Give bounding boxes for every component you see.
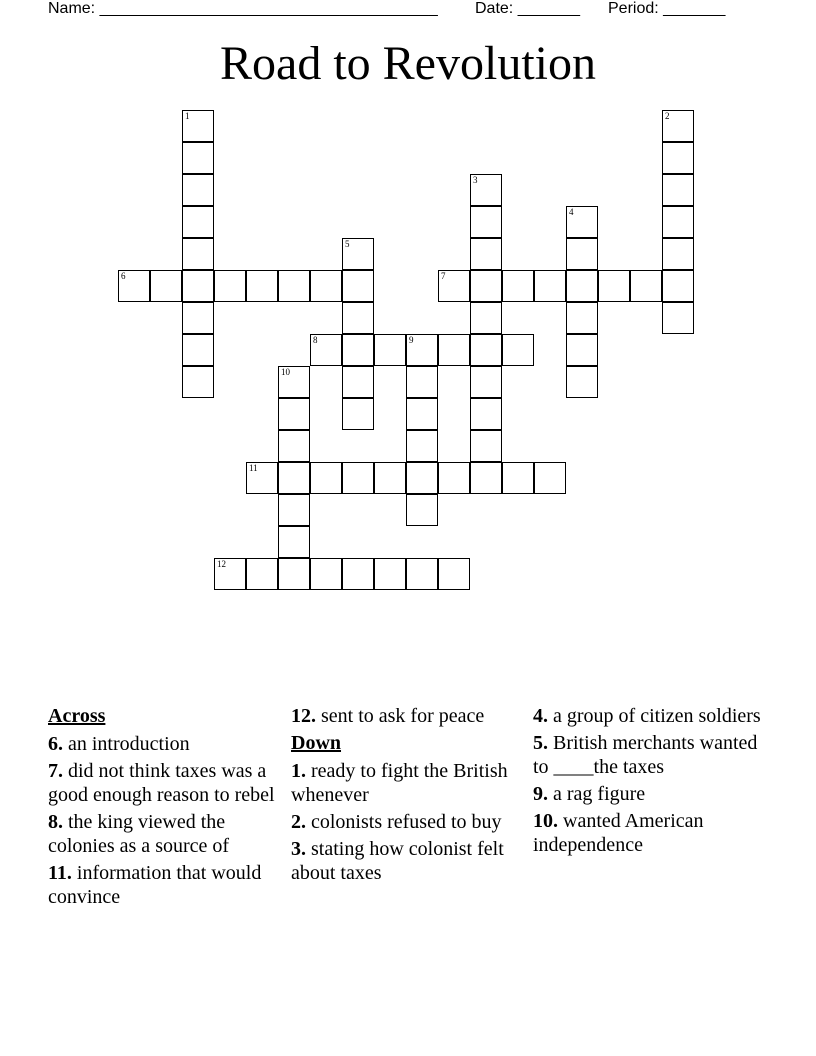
crossword-cell[interactable]: [662, 238, 694, 270]
crossword-cell[interactable]: [566, 270, 598, 302]
crossword-cell[interactable]: [406, 462, 438, 494]
crossword-cell[interactable]: [470, 206, 502, 238]
crossword-cell[interactable]: [278, 398, 310, 430]
clue-number-label: 5: [345, 239, 350, 249]
crossword-cell[interactable]: [662, 110, 694, 142]
crossword-cell[interactable]: [662, 174, 694, 206]
crossword-cell[interactable]: [438, 462, 470, 494]
crossword-cell[interactable]: [406, 398, 438, 430]
crossword-cell[interactable]: [214, 270, 246, 302]
crossword-cell[interactable]: [342, 398, 374, 430]
name-label: Name: ______________________________________: [48, 0, 438, 17]
crossword-cell[interactable]: [470, 302, 502, 334]
clue-column-2: [291, 704, 513, 888]
clue-number-label: 12: [217, 559, 226, 569]
crossword-cell[interactable]: [278, 558, 310, 590]
crossword-cell[interactable]: [438, 270, 470, 302]
crossword-cell[interactable]: [566, 302, 598, 334]
crossword-cell[interactable]: [598, 270, 630, 302]
crossword-cell[interactable]: [182, 238, 214, 270]
crossword-cell[interactable]: [310, 462, 342, 494]
crossword-cell[interactable]: [502, 462, 534, 494]
clue-number-label: 4: [569, 207, 574, 217]
crossword-cell[interactable]: [502, 270, 534, 302]
crossword-cell[interactable]: [182, 110, 214, 142]
crossword-cell[interactable]: [278, 366, 310, 398]
clue-across-11: 11. information that would convince: [48, 862, 262, 908]
period-label: Period: _______: [608, 0, 726, 17]
crossword-cell[interactable]: [214, 558, 246, 590]
crossword-cell[interactable]: [182, 206, 214, 238]
crossword-cell[interactable]: [342, 270, 374, 302]
crossword-cell[interactable]: [182, 302, 214, 334]
crossword-cell[interactable]: [534, 270, 566, 302]
clue-number-label: 6: [121, 271, 126, 281]
crossword-cell[interactable]: [566, 366, 598, 398]
crossword-cell[interactable]: [342, 238, 374, 270]
clue-across-8: 8. the king viewed the colonies as a source of: [48, 811, 230, 857]
crossword-cell[interactable]: [374, 558, 406, 590]
clue-number-label: 8: [313, 335, 318, 345]
crossword-cell[interactable]: [470, 398, 502, 430]
clue-number-label: 3: [473, 175, 478, 185]
crossword-cell[interactable]: [182, 270, 214, 302]
crossword-cell[interactable]: [374, 462, 406, 494]
crossword-cell[interactable]: [278, 430, 310, 462]
clue-down-2: 2. colonists refused to buy: [291, 811, 502, 833]
crossword-cell[interactable]: [502, 334, 534, 366]
crossword-cell[interactable]: [470, 366, 502, 398]
across-heading: Across: [48, 705, 106, 727]
clue-down-3: 3. stating how colonist felt about taxes: [291, 838, 504, 884]
clue-across-7: 7. did not think taxes was a good enough reason to rebel: [48, 760, 275, 806]
date-label: Date: _______: [475, 0, 580, 17]
crossword-cell[interactable]: [470, 462, 502, 494]
crossword-cell[interactable]: [342, 334, 374, 366]
crossword-cell[interactable]: [342, 302, 374, 334]
crossword-cell[interactable]: [406, 366, 438, 398]
crossword-cell[interactable]: [182, 142, 214, 174]
clue-number-label: 9: [409, 335, 414, 345]
crossword-cell[interactable]: [662, 206, 694, 238]
crossword-cell[interactable]: [150, 270, 182, 302]
clue-across-6: 6. an introduction: [48, 733, 190, 755]
crossword-cell[interactable]: [246, 270, 278, 302]
crossword-cell[interactable]: [342, 366, 374, 398]
crossword-cell[interactable]: [342, 558, 374, 590]
crossword-cell[interactable]: [374, 334, 406, 366]
page-title: Road to Revolution: [220, 37, 596, 90]
crossword-cell[interactable]: [310, 558, 342, 590]
crossword-cell[interactable]: [278, 494, 310, 526]
crossword-cell[interactable]: [406, 334, 438, 366]
crossword-cell[interactable]: [406, 430, 438, 462]
clue-number-label: 1: [185, 111, 190, 121]
crossword-cell[interactable]: [470, 270, 502, 302]
crossword-cell[interactable]: [438, 334, 470, 366]
clue-column-1: [48, 704, 284, 912]
crossword-cell[interactable]: [246, 558, 278, 590]
crossword-cell[interactable]: [342, 462, 374, 494]
crossword-cell[interactable]: [182, 174, 214, 206]
crossword-cell[interactable]: [630, 270, 662, 302]
crossword-cell[interactable]: [310, 270, 342, 302]
crossword-cell[interactable]: [566, 334, 598, 366]
clue-number-label: 7: [441, 271, 446, 281]
clue-down-4: 4. a group of citizen soldiers: [533, 705, 761, 727]
crossword-cell[interactable]: [566, 238, 598, 270]
clue-number-label: 10: [281, 367, 290, 377]
clue-column-3: [533, 704, 763, 860]
crossword-cell[interactable]: [246, 462, 278, 494]
crossword-cell[interactable]: [470, 334, 502, 366]
crossword-cell[interactable]: [182, 334, 214, 366]
crossword-cell[interactable]: [406, 558, 438, 590]
crossword-cell[interactable]: [182, 366, 214, 398]
crossword-cell[interactable]: [470, 430, 502, 462]
clue-down-5: 5. British merchants wanted to ____the taxes: [533, 732, 758, 778]
crossword-cell[interactable]: [662, 142, 694, 174]
clue-number-label: 11: [249, 463, 258, 473]
crossword-cell[interactable]: [278, 526, 310, 558]
crossword-cell[interactable]: [566, 206, 598, 238]
clue-down-10: 10. wanted American independence: [533, 810, 704, 856]
crossword-cell[interactable]: [662, 302, 694, 334]
crossword-cell[interactable]: [438, 558, 470, 590]
crossword-cell[interactable]: [470, 238, 502, 270]
crossword-cell[interactable]: [310, 334, 342, 366]
crossword-cell[interactable]: [662, 270, 694, 302]
crossword-cell[interactable]: [470, 174, 502, 206]
crossword-cell[interactable]: [278, 270, 310, 302]
clue-down-9: 9. a rag figure: [533, 783, 646, 805]
clue-down-1: 1. ready to fight the British whenever: [291, 760, 508, 806]
crossword-cell[interactable]: [406, 494, 438, 526]
clue-number-label: 2: [665, 111, 670, 121]
down-heading: Down: [291, 732, 342, 754]
crossword-cell[interactable]: [118, 270, 150, 302]
clue-across-12: 12. sent to ask for peace: [291, 705, 485, 727]
crossword-cell[interactable]: [278, 462, 310, 494]
crossword-cell[interactable]: [534, 462, 566, 494]
